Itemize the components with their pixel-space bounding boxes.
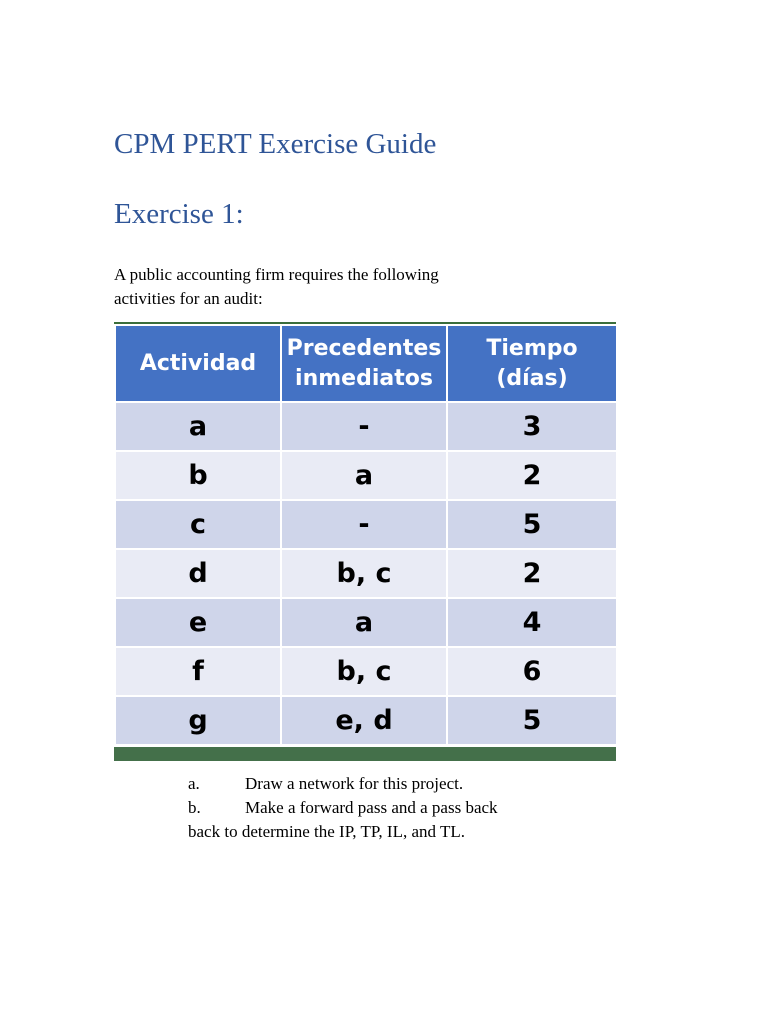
cell-precedentes: e, d: [281, 696, 447, 745]
cell-tiempo: 2: [447, 451, 617, 500]
intro-line-2: activities for an audit:: [114, 289, 263, 308]
cell-tiempo: 5: [447, 500, 617, 549]
table-row: [115, 549, 617, 598]
cell-precedentes: -: [281, 402, 447, 451]
cell-precedentes: b, c: [281, 549, 447, 598]
task-item-b-continuation: [188, 820, 588, 844]
cell-precedentes: -: [281, 500, 447, 549]
cell-actividad: g: [115, 696, 281, 745]
intro-paragraph: [114, 263, 494, 311]
document-title: CPM PERT Exercise Guide: [114, 128, 437, 160]
task-text: Make a forward pass and a pass back: [245, 798, 498, 817]
cell-actividad: b: [115, 451, 281, 500]
task-item-a: [188, 772, 588, 796]
header-precedentes: Precedentes inmediatos: [281, 325, 447, 402]
header-actividad: Actividad: [115, 325, 281, 402]
cell-tiempo: 2: [447, 549, 617, 598]
table-row: [115, 402, 617, 451]
cell-tiempo: 5: [447, 696, 617, 745]
task-letter: a.: [188, 774, 200, 793]
activities-table: [114, 324, 618, 746]
task-letter: b.: [188, 798, 201, 817]
cell-precedentes: a: [281, 451, 447, 500]
cell-tiempo: 4: [447, 598, 617, 647]
cell-tiempo: 6: [447, 647, 617, 696]
activities-table-container: [114, 322, 616, 761]
task-list: [188, 772, 588, 844]
cell-precedentes: b, c: [281, 647, 447, 696]
header-tiempo: Tiempo (días): [447, 325, 617, 402]
table-row: [115, 451, 617, 500]
task-text: back to determine the IP, TP, IL, and TL.: [188, 822, 465, 841]
exercise-heading: Exercise 1:: [114, 198, 244, 230]
cell-precedentes: a: [281, 598, 447, 647]
cell-actividad: e: [115, 598, 281, 647]
task-text: Draw a network for this project.: [245, 774, 464, 793]
cell-actividad: a: [115, 402, 281, 451]
cell-actividad: f: [115, 647, 281, 696]
table-row: [115, 598, 617, 647]
table-row: [115, 696, 617, 745]
cell-actividad: d: [115, 549, 281, 598]
intro-line-1: A public accounting firm requires the following: [114, 265, 439, 284]
table-row: [115, 647, 617, 696]
table-header-row: [115, 325, 617, 402]
cell-tiempo: 3: [447, 402, 617, 451]
table-bottom-band: [114, 747, 616, 761]
task-item-b: [188, 796, 588, 820]
table-row: [115, 500, 617, 549]
cell-actividad: c: [115, 500, 281, 549]
